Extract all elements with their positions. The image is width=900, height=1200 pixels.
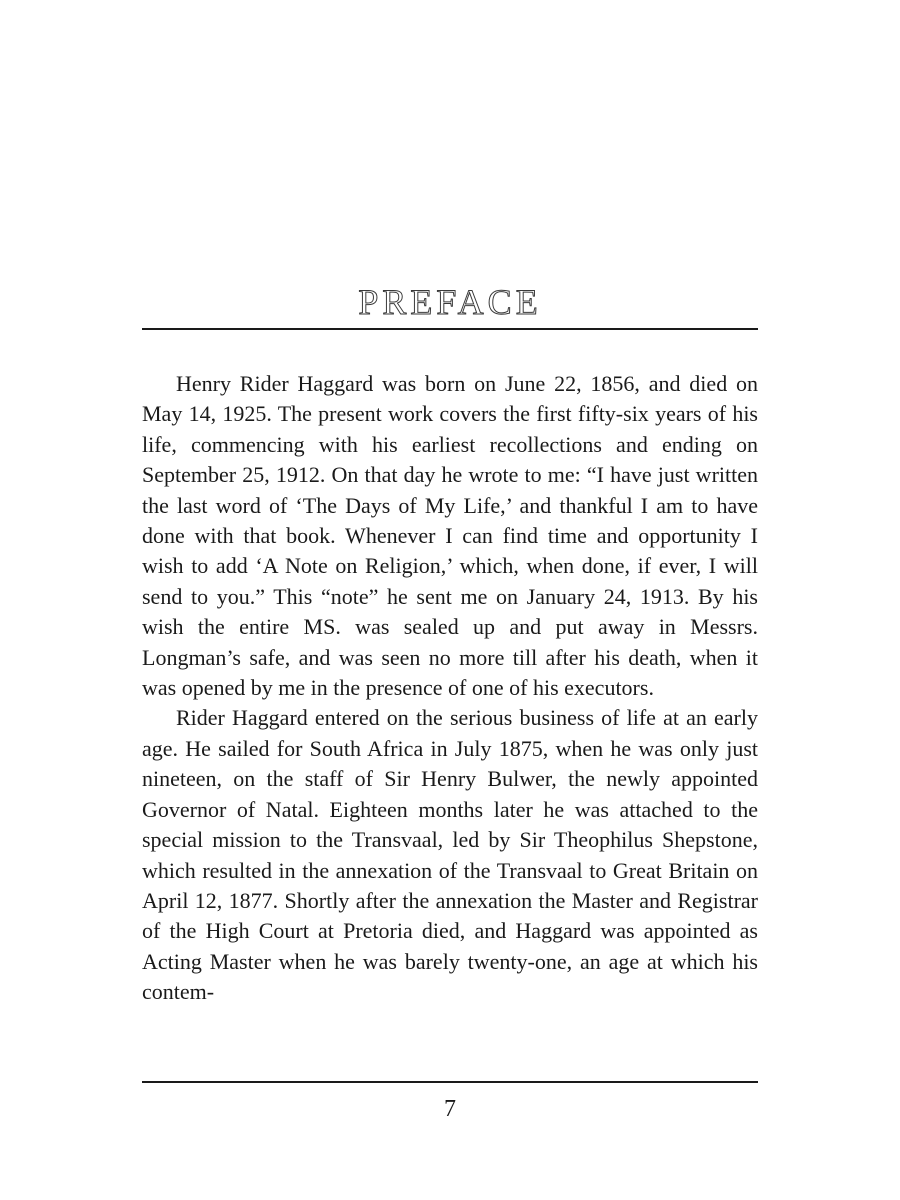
paragraph-2: Rider Haggard entered on the serious business of life at an early age. He sailed for South Africa in July 1875, when he was only just nineteen, on the staff of Sir Henry Bulwer, the newly appointed Governor of Natal. Eighteen months later he was attached to the special mission to the Transvaal, led by Sir Theophilus Shepstone, which resulted in the annexation of the Transvaal to Great Britain on April 12, 1877. Shortly after the annexation the Master and Registrar of the High Court at Pretoria died, and Haggard was appointed as Acting Master when he was barely twenty-one, an age at which his contem- [142,705,758,1005]
page-number: 7 [444,1096,456,1122]
header-rule [142,328,758,330]
paragraph-1: Henry Rider Haggard was born on June 22, 1856, and died on May 14, 1925. The present work covers the first fifty-six years of his life, commencing with his earliest recollections and ending on September 25, 1912. On that day he wrote to me: “I have just written the last word of ‘The Days of My Life,’ and thankful I am to have done with that book. Whenever I can find time and opportunity I wish to add ‘A Note on Religion,’ which, when done, if ever, I will send to you.” This “note” he sent me on January 24, 1913. By his wish the entire MS. was sealed up and put away in Messrs. Longman’s safe, and was seen no more till after his death, when it was opened by me in the presence of one of his executors. [142,371,758,701]
body-text [142,369,758,1008]
footer-rule [142,1081,758,1083]
page-title: PREFACE [358,282,542,323]
